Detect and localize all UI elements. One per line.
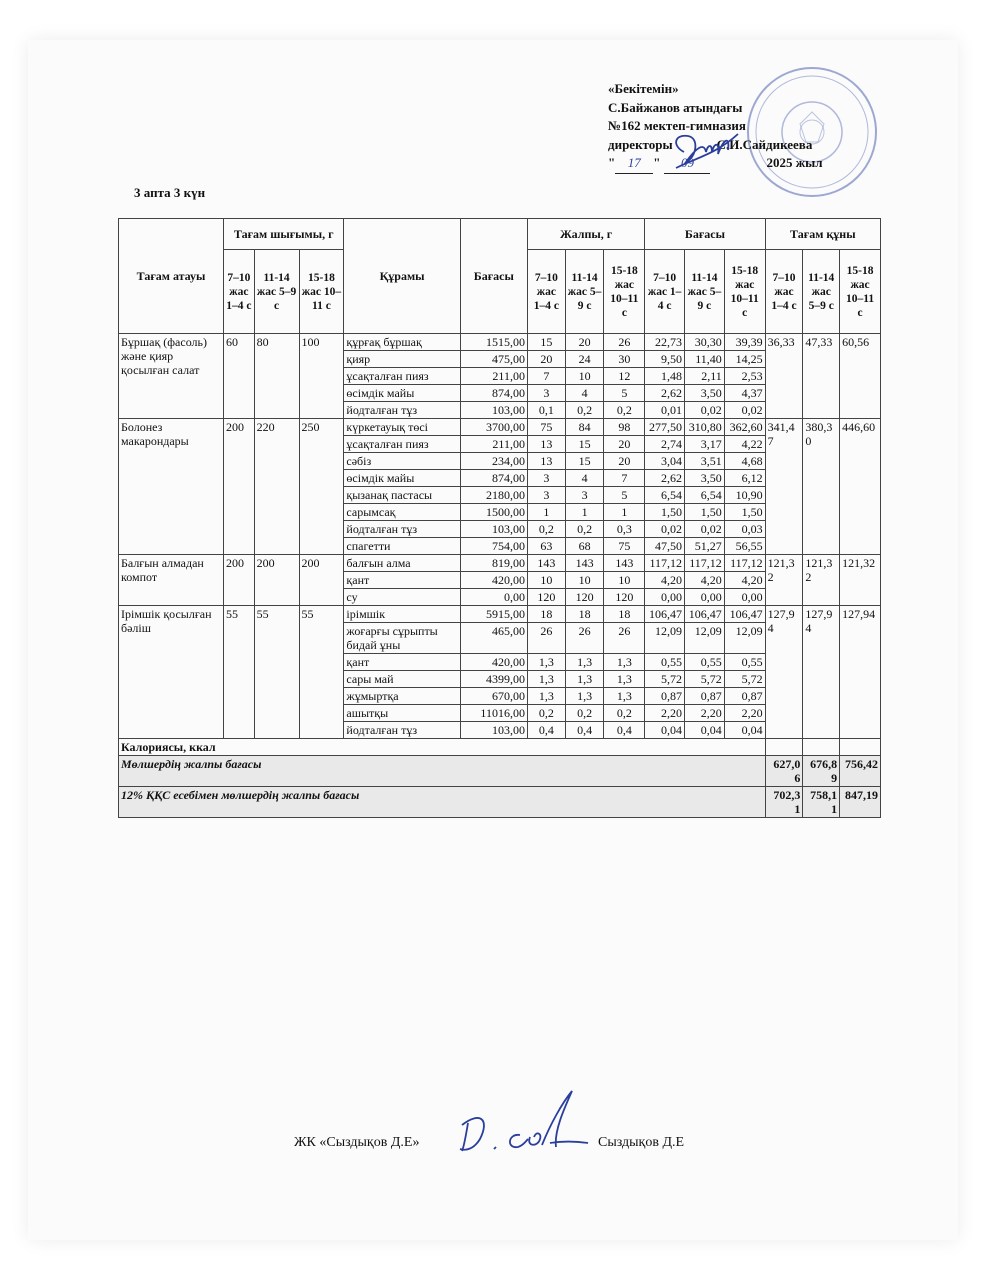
ingredient-grams: 1,3 [565, 671, 604, 688]
total-vat-value: 847,19 [840, 787, 881, 818]
ingredient-cost: 3,50 [685, 385, 725, 402]
dish-cost: 341,47 [765, 419, 803, 555]
ingredient-price: 1515,00 [460, 334, 527, 351]
dish-cost: 127,94 [803, 606, 840, 739]
ingredient-cost: 0,00 [724, 589, 765, 606]
menu-body [119, 334, 881, 739]
ingredient-price: 11016,00 [460, 705, 527, 722]
ingredient-grams: 63 [527, 538, 565, 555]
header-row-1 [119, 219, 881, 250]
ingredient-cost: 0,04 [724, 722, 765, 739]
ingredient-name: сәбіз [344, 453, 460, 470]
ingredient-price: 5915,00 [460, 606, 527, 623]
ingredient-price: 465,00 [460, 623, 527, 654]
ingredient-grams: 120 [527, 589, 565, 606]
ingredient-grams: 0,3 [604, 521, 645, 538]
ingredient-grams: 13 [527, 453, 565, 470]
header-age-2: 11-14 жас 5–9 с [803, 250, 840, 334]
ingredient-cost: 0,04 [645, 722, 685, 739]
ingredient-cost: 3,50 [685, 470, 725, 487]
ingredient-name: су [344, 589, 460, 606]
ingredient-price: 1500,00 [460, 504, 527, 521]
ingredient-grams: 120 [565, 589, 604, 606]
header-age-2: 11-14 жас 5–9 с [565, 250, 604, 334]
dish-name: Балғын алмадан компот [119, 555, 224, 606]
ingredient-grams: 3 [565, 487, 604, 504]
ingredient-grams: 15 [565, 436, 604, 453]
ingredient-price: 4399,00 [460, 671, 527, 688]
ingredient-price: 819,00 [460, 555, 527, 572]
ingredient-name: ұсақталған пияз [344, 368, 460, 385]
ingredient-grams: 0,2 [604, 402, 645, 419]
ingredient-grams: 4 [565, 385, 604, 402]
header-age-3: 15-18 жас 10–11 с [840, 250, 881, 334]
calories-row [119, 739, 881, 756]
dish-yield: 80 [254, 334, 299, 419]
ingredient-cost: 39,39 [724, 334, 765, 351]
ingredient-name: йодталған тұз [344, 402, 460, 419]
ingredient-price: 103,00 [460, 521, 527, 538]
calories-value [840, 739, 881, 756]
ingredient-grams: 30 [604, 351, 645, 368]
footer-company: ЖК «Сыздықов Д.Е» [294, 1135, 420, 1150]
ingredient-cost: 4,20 [724, 572, 765, 589]
ingredient-cost: 0,00 [685, 589, 725, 606]
ingredient-grams: 0,2 [604, 705, 645, 722]
ingredient-price: 2180,00 [460, 487, 527, 504]
week-day-label: 3 апта 3 күн [134, 185, 206, 200]
ingredient-grams: 143 [527, 555, 565, 572]
ingredient-name: жұмыртқа [344, 688, 460, 705]
approval-school-number: №162 мектеп-гимназия [608, 118, 746, 133]
ingredient-cost: 5,72 [685, 671, 725, 688]
ingredient-grams: 0,4 [527, 722, 565, 739]
ingredient-name: спагетти [344, 538, 460, 555]
ingredient-cost: 2,20 [645, 705, 685, 722]
ingredient-grams: 20 [527, 351, 565, 368]
ingredient-grams: 1,3 [604, 688, 645, 705]
total-label: Мөлшердің жалпы бағасы [119, 756, 766, 787]
ingredient-price: 0,00 [460, 589, 527, 606]
calories-value [765, 739, 803, 756]
ingredient-name: өсімдік майы [344, 470, 460, 487]
ingredient-grams: 12 [604, 368, 645, 385]
ingredient-cost: 4,20 [645, 572, 685, 589]
dish-yield: 200 [224, 555, 255, 606]
ingredient-cost: 0,87 [724, 688, 765, 705]
dish-cost: 127,94 [765, 606, 803, 739]
ingredient-grams: 84 [565, 419, 604, 436]
ingredient-grams: 18 [604, 606, 645, 623]
ingredient-grams: 15 [527, 334, 565, 351]
ingredient-cost: 2,62 [645, 470, 685, 487]
ingredient-cost: 0,02 [685, 521, 725, 538]
ingredient-price: 103,00 [460, 402, 527, 419]
ingredient-grams: 18 [565, 606, 604, 623]
menu-table [118, 218, 881, 818]
dish-yield: 55 [299, 606, 344, 739]
approval-date-line: " 17 " 09 2025 жыл [608, 154, 823, 174]
table-row [119, 606, 881, 623]
ingredient-cost: 5,72 [724, 671, 765, 688]
total-vat-value: 758,11 [803, 787, 840, 818]
header-age-3: 15-18 жас 10–11 с [724, 250, 765, 334]
ingredient-grams: 143 [565, 555, 604, 572]
ingredient-cost: 0,87 [685, 688, 725, 705]
ingredient-cost: 106,47 [645, 606, 685, 623]
ingredient-name: қант [344, 654, 460, 671]
dish-yield: 250 [299, 419, 344, 555]
ingredient-cost: 1,48 [645, 368, 685, 385]
dish-cost: 446,60 [840, 419, 881, 555]
ingredient-grams: 120 [604, 589, 645, 606]
ingredient-cost: 3,04 [645, 453, 685, 470]
ingredient-cost: 0,55 [724, 654, 765, 671]
ingredient-grams: 1 [604, 504, 645, 521]
total-vat-label: 12% ҚҚС есебімен мөлшердің жалпы бағасы [119, 787, 766, 818]
dish-cost: 60,56 [840, 334, 881, 419]
ingredient-grams: 1,3 [604, 654, 645, 671]
ingredient-grams: 5 [604, 385, 645, 402]
approval-date-year: 2025 жыл [766, 155, 823, 170]
ingredient-name: қызанақ пастасы [344, 487, 460, 504]
ingredient-grams: 20 [565, 334, 604, 351]
ingredient-grams: 75 [527, 419, 565, 436]
ingredient-grams: 1,3 [527, 654, 565, 671]
dish-cost: 121,32 [803, 555, 840, 606]
ingredient-grams: 13 [527, 436, 565, 453]
header-age-3: 15-18 жас 10–11 с [299, 250, 344, 334]
header-age-1: 7–10 жас 1–4 с [645, 250, 685, 334]
dish-yield: 220 [254, 419, 299, 555]
ingredient-grams: 1,3 [527, 688, 565, 705]
dish-name: Ірімшік қосылған бәліш [119, 606, 224, 739]
ingredient-grams: 75 [604, 538, 645, 555]
dish-yield: 200 [299, 555, 344, 606]
ingredient-grams: 10 [565, 572, 604, 589]
ingredient-grams: 1,3 [604, 671, 645, 688]
dish-cost: 47,33 [803, 334, 840, 419]
ingredient-grams: 0,2 [565, 705, 604, 722]
dish-yield: 100 [299, 334, 344, 419]
ingredient-grams: 10 [527, 572, 565, 589]
ingredient-grams: 0,2 [527, 705, 565, 722]
header-age-1: 7–10 жас 1–4 с [224, 250, 255, 334]
ingredient-name: балғын алма [344, 555, 460, 572]
ingredient-grams: 0,2 [527, 521, 565, 538]
ingredient-cost: 0,87 [645, 688, 685, 705]
ingredient-cost: 0,00 [645, 589, 685, 606]
ingredient-grams: 143 [604, 555, 645, 572]
ingredient-cost: 117,12 [724, 555, 765, 572]
dish-cost: 36,33 [765, 334, 803, 419]
ingredient-grams: 3 [527, 487, 565, 504]
ingredient-cost: 0,02 [685, 402, 725, 419]
ingredient-cost: 12,09 [645, 623, 685, 654]
ingredient-name: күркетауық төсі [344, 419, 460, 436]
ingredient-price: 874,00 [460, 470, 527, 487]
ingredient-name: йодталған тұз [344, 722, 460, 739]
total-value: 627,06 [765, 756, 803, 787]
ingredient-cost: 0,01 [645, 402, 685, 419]
ingredient-name: құрғақ бұршақ [344, 334, 460, 351]
ingredient-grams: 7 [527, 368, 565, 385]
ingredient-price: 211,00 [460, 436, 527, 453]
ingredient-name: ұсақталған пияз [344, 436, 460, 453]
ingredient-price: 754,00 [460, 538, 527, 555]
ingredient-cost: 2,74 [645, 436, 685, 453]
ingredient-grams: 3 [527, 385, 565, 402]
dish-cost: 121,32 [765, 555, 803, 606]
dish-cost: 127,94 [840, 606, 881, 739]
ingredient-name: сары май [344, 671, 460, 688]
total-vat-value: 702,31 [765, 787, 803, 818]
ingredient-grams: 0,2 [565, 402, 604, 419]
ingredient-cost: 0,55 [685, 654, 725, 671]
table-row [119, 555, 881, 572]
ingredient-price: 211,00 [460, 368, 527, 385]
ingredient-price: 3700,00 [460, 419, 527, 436]
ingredient-cost: 1,50 [685, 504, 725, 521]
ingredient-grams: 4 [565, 470, 604, 487]
ingredient-cost: 1,50 [645, 504, 685, 521]
header-total-g: Жалпы, г [527, 219, 644, 250]
ingredient-cost: 6,54 [685, 487, 725, 504]
ingredient-cost: 3,51 [685, 453, 725, 470]
total-value: 756,42 [840, 756, 881, 787]
header-price-group: Бағасы [645, 219, 765, 250]
header-age-1: 7–10 жас 1–4 с [527, 250, 565, 334]
ingredient-grams: 18 [527, 606, 565, 623]
ingredient-grams: 20 [604, 436, 645, 453]
ingredient-cost: 5,72 [645, 671, 685, 688]
calories-label: Калориясы, ккал [119, 739, 766, 756]
ingredient-grams: 15 [565, 453, 604, 470]
ingredient-cost: 117,12 [685, 555, 725, 572]
ingredient-cost: 6,54 [645, 487, 685, 504]
header-composition: Құрамы [344, 219, 460, 334]
ingredient-grams: 26 [604, 334, 645, 351]
ingredient-cost: 12,09 [724, 623, 765, 654]
ingredient-grams: 26 [527, 623, 565, 654]
ingredient-name: өсімдік майы [344, 385, 460, 402]
header-age-2: 11-14 жас 5–9 с [685, 250, 725, 334]
table-row [119, 334, 881, 351]
approval-title: «Бекітемін» [608, 81, 679, 96]
ingredient-grams: 10 [604, 572, 645, 589]
ingredient-cost: 106,47 [724, 606, 765, 623]
ingredient-cost: 0,03 [724, 521, 765, 538]
ingredient-grams: 20 [604, 453, 645, 470]
header-age-2: 11-14 жас 5–9 с [254, 250, 299, 334]
ingredient-name: ашытқы [344, 705, 460, 722]
ingredient-cost: 22,73 [645, 334, 685, 351]
dish-yield: 55 [224, 606, 255, 739]
ingredient-cost: 106,47 [685, 606, 725, 623]
ingredient-name: жоғарғы сұрыпты бидай ұны [344, 623, 460, 654]
header-age-3: 15-18 жас 10–11 с [604, 250, 645, 334]
ingredient-cost: 0,02 [645, 521, 685, 538]
ingredient-grams: 26 [565, 623, 604, 654]
ingredient-cost: 10,90 [724, 487, 765, 504]
ingredient-name: ірімшік [344, 606, 460, 623]
ingredient-grams: 10 [565, 368, 604, 385]
ingredient-cost: 277,50 [645, 419, 685, 436]
ingredient-cost: 2,20 [724, 705, 765, 722]
ingredient-grams: 0,4 [604, 722, 645, 739]
ingredient-grams: 5 [604, 487, 645, 504]
approval-director-name: С.И.Сайдикеева [716, 136, 813, 152]
dish-yield: 55 [254, 606, 299, 739]
dish-cost: 121,32 [840, 555, 881, 606]
ingredient-cost: 51,27 [685, 538, 725, 555]
ingredient-cost: 2,53 [724, 368, 765, 385]
header-dish-name: Тағам атауы [119, 219, 224, 334]
dish-cost: 380,30 [803, 419, 840, 555]
director-signature [666, 128, 746, 178]
ingredient-grams: 0,2 [565, 521, 604, 538]
ingredient-name: қияр [344, 351, 460, 368]
ingredient-grams: 7 [604, 470, 645, 487]
ingredient-grams: 98 [604, 419, 645, 436]
approval-date-month: 09 [664, 154, 710, 174]
ingredient-cost: 56,55 [724, 538, 765, 555]
ingredient-name: сарымсақ [344, 504, 460, 521]
ingredient-cost: 2,20 [685, 705, 725, 722]
ingredient-grams: 1 [565, 504, 604, 521]
ingredient-grams: 68 [565, 538, 604, 555]
total-vat-row [119, 787, 881, 818]
ingredient-price: 234,00 [460, 453, 527, 470]
ingredient-grams: 1,3 [565, 688, 604, 705]
ingredient-grams: 1,3 [565, 654, 604, 671]
header-yield: Тағам шығымы, г [224, 219, 344, 250]
ingredient-cost: 362,60 [724, 419, 765, 436]
ingredient-price: 420,00 [460, 572, 527, 589]
ingredient-cost: 14,25 [724, 351, 765, 368]
ingredient-cost: 47,50 [645, 538, 685, 555]
ingredient-grams: 1,3 [527, 671, 565, 688]
ingredient-name: қант [344, 572, 460, 589]
ingredient-cost: 0,55 [645, 654, 685, 671]
ingredient-price: 475,00 [460, 351, 527, 368]
header-dish-cost: Тағам құны [765, 219, 880, 250]
ingredient-grams: 0,4 [565, 722, 604, 739]
approval-date-day: 17 [615, 154, 653, 174]
ingredient-cost: 30,30 [685, 334, 725, 351]
ingredient-cost: 1,50 [724, 504, 765, 521]
ingredient-grams: 26 [604, 623, 645, 654]
ingredient-price: 103,00 [460, 722, 527, 739]
dish-name: Бұршақ (фасоль) және қияр қосылған салат [119, 334, 224, 419]
dish-yield: 60 [224, 334, 255, 419]
ingredient-grams: 1 [527, 504, 565, 521]
ingredient-cost: 0,04 [685, 722, 725, 739]
dish-yield: 200 [224, 419, 255, 555]
supplier-signature [454, 1085, 594, 1165]
ingredient-cost: 4,68 [724, 453, 765, 470]
calories-value [803, 739, 840, 756]
ingredient-grams: 3 [527, 470, 565, 487]
ingredient-cost: 4,20 [685, 572, 725, 589]
ingredient-cost: 0,02 [724, 402, 765, 419]
ingredient-cost: 12,09 [685, 623, 725, 654]
ingredient-cost: 310,80 [685, 419, 725, 436]
ingredient-cost: 4,37 [724, 385, 765, 402]
ingredient-price: 420,00 [460, 654, 527, 671]
dish-name: Болонез макарондары [119, 419, 224, 555]
ingredient-price: 670,00 [460, 688, 527, 705]
ingredient-name: йодталған тұз [344, 521, 460, 538]
ingredient-cost: 2,11 [685, 368, 725, 385]
ingredient-cost: 2,62 [645, 385, 685, 402]
ingredient-price: 874,00 [460, 385, 527, 402]
header-price: Бағасы [460, 219, 527, 334]
ingredient-cost: 4,22 [724, 436, 765, 453]
table-row [119, 419, 881, 436]
ingredient-cost: 9,50 [645, 351, 685, 368]
total-row [119, 756, 881, 787]
ingredient-cost: 6,12 [724, 470, 765, 487]
ingredient-cost: 3,17 [685, 436, 725, 453]
dish-yield: 200 [254, 555, 299, 606]
header-age-1: 7–10 жас 1–4 с [765, 250, 803, 334]
ingredient-grams: 24 [565, 351, 604, 368]
approval-school-line: С.Байжанов атындағы [608, 99, 743, 115]
approval-director-label: директоры [608, 136, 673, 152]
total-value: 676,89 [803, 756, 840, 787]
ingredient-cost: 11,40 [685, 351, 725, 368]
ingredient-cost: 117,12 [645, 555, 685, 572]
footer-signer: Сыздықов Д.Е [598, 1135, 685, 1150]
ingredient-grams: 0,1 [527, 402, 565, 419]
